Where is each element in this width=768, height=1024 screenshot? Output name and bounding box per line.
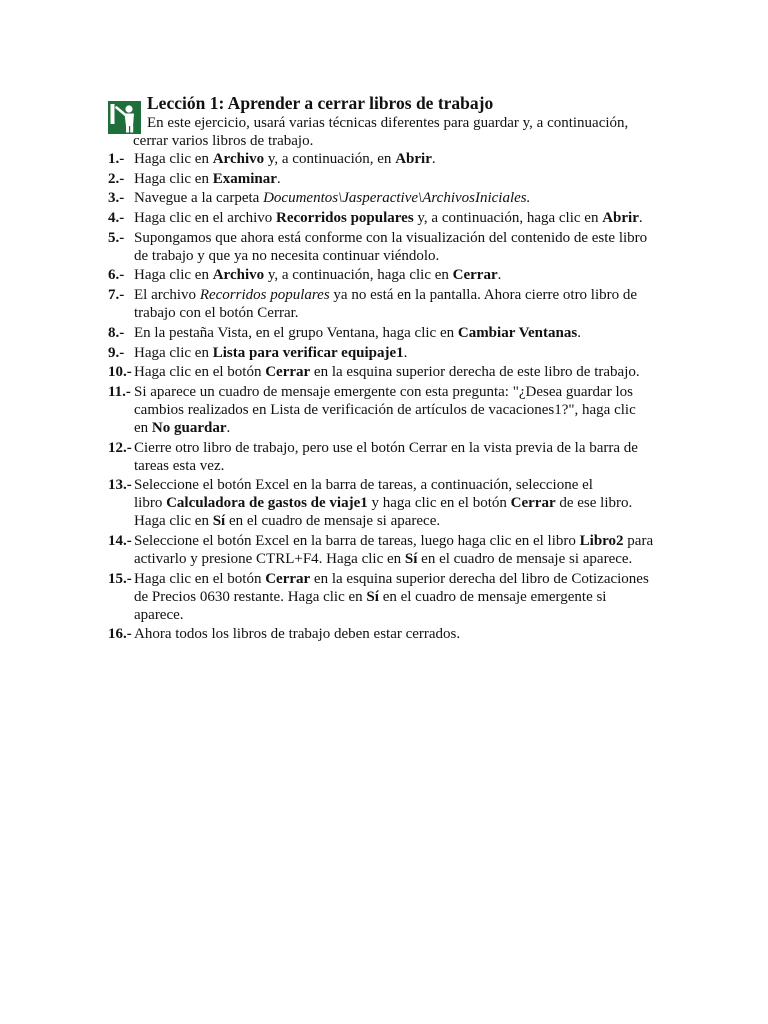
bold-term: Archivo <box>212 267 265 284</box>
bold-term: Sí <box>366 588 379 605</box>
step-text <box>134 363 640 381</box>
lesson-intro-line: En este ejercicio, usará varias técnicas diferentes para guardar y, a continuación, <box>147 115 629 131</box>
text-run: En la pestaña Vista, en el grupo Ventana, haga clic en <box>134 324 458 341</box>
step-item <box>108 170 653 188</box>
step-text <box>134 209 643 227</box>
text-run: y, a continuación, haga clic en <box>413 210 603 227</box>
text-run: cambios realizados en Lista de verificación de artículos de vacaciones1?", haga clic <box>134 401 636 418</box>
step-number: 14.- <box>108 532 132 549</box>
step-text <box>134 170 281 188</box>
step-number: 4.- <box>108 210 125 227</box>
step-line <box>134 588 649 606</box>
text-run: en el cuadro de mensaje si aparece. <box>225 513 441 530</box>
step-item <box>108 189 653 207</box>
step-line <box>134 170 281 188</box>
text-run: de ese libro. <box>555 495 633 512</box>
step-item <box>108 324 653 342</box>
step-line <box>134 494 632 512</box>
bold-term: Sí <box>404 550 418 567</box>
bold-term: Examinar <box>212 170 277 187</box>
text-run: tareas esta vez. <box>134 457 225 474</box>
bold-term: Libro2 <box>579 532 624 549</box>
step-item <box>108 383 653 437</box>
text-run: Supongamos que ahora está conforme con la visualización del contenido de este libro <box>134 229 648 246</box>
text-run: Si aparece un cuadro de mensaje emergente con esta pregunta: "¿Desea guardar los <box>134 383 633 400</box>
step-line <box>134 419 636 437</box>
text-run: Cierre otro libro de trabajo, pero use el botón Cerrar en la vista previa de la barra de <box>134 439 638 456</box>
step-number: 7.- <box>108 287 125 304</box>
text-run: . <box>497 267 502 284</box>
step-number: 5.- <box>108 229 125 246</box>
lesson-icon <box>108 101 141 134</box>
bold-term: Recorridos populares <box>276 210 414 227</box>
text-run: . <box>577 324 581 341</box>
text-run: Haga clic en el archivo <box>134 210 277 227</box>
text-run: libro <box>134 495 167 512</box>
step-line <box>134 324 581 342</box>
step-text <box>134 150 436 168</box>
step-line <box>134 344 407 362</box>
text-run: Seleccione el botón Excel en la barra de tareas, a continuación, seleccione el <box>134 477 593 494</box>
step-item <box>108 625 653 643</box>
text-run: en la esquina superior derecha del libro de Cotizaciones <box>310 570 649 587</box>
step-item <box>108 532 653 568</box>
step-number: 1.- <box>108 151 125 167</box>
text-run: de trabajo y que ya no necesita continuar viéndolo. <box>134 247 440 264</box>
step-number: 11.- <box>108 383 131 400</box>
bold-term: Abrir <box>395 151 432 167</box>
step-line <box>134 570 649 588</box>
text-run: en el cuadro de mensaje emergente si <box>378 588 607 605</box>
step-line <box>134 247 647 265</box>
text-run: activarlo y presione CTRL+F4. Haga clic en <box>134 550 405 567</box>
step-line <box>134 229 647 247</box>
step-line <box>134 512 632 530</box>
step-number: 15.- <box>108 570 132 587</box>
text-run: de Precios 0630 restante. Haga clic en <box>134 588 367 605</box>
step-text <box>134 344 407 362</box>
text-run: aparece. <box>134 606 184 623</box>
step-text <box>134 532 653 568</box>
bold-term: Cerrar <box>265 364 311 381</box>
step-number: 2.- <box>108 170 125 187</box>
step-line <box>134 625 460 643</box>
text-run: . <box>226 419 231 436</box>
text-run: y, a continuación, en <box>264 151 396 167</box>
step-line <box>134 150 436 168</box>
text-run: Haga clic en <box>134 513 213 530</box>
text-run: El archivo <box>134 287 200 304</box>
step-item <box>108 439 653 475</box>
text-run: en la esquina superior derecha de este libro de trabajo. <box>310 364 640 381</box>
step-text <box>134 570 649 624</box>
bold-term: No guardar <box>151 419 227 436</box>
text-run: . <box>431 151 436 167</box>
text-run: para <box>623 532 654 549</box>
step-text <box>134 286 637 322</box>
text-run: y, a continuación, haga clic en <box>264 267 453 284</box>
step-text <box>134 266 501 284</box>
step-number: 9.- <box>108 344 125 361</box>
step-text <box>134 476 632 530</box>
text-run: Ahora todos los libros de trabajo deben estar cerrados. <box>134 626 461 643</box>
step-number: 13.- <box>108 477 132 494</box>
bold-term: Cerrar <box>265 570 311 587</box>
step-line <box>134 439 638 457</box>
text-run: en el cuadro de mensaje si aparece. <box>417 550 633 567</box>
step-line <box>134 550 653 568</box>
step-line <box>134 286 637 304</box>
step-line <box>134 383 636 401</box>
text-run: Haga clic en <box>134 267 213 284</box>
bold-term: Archivo <box>212 151 265 167</box>
steps-list <box>108 150 653 645</box>
lesson-intro-line: cerrar varios libros de trabajo. <box>133 133 314 149</box>
text-run: y haga clic en el botón <box>367 495 511 512</box>
step-text <box>134 324 581 342</box>
step-line <box>134 363 640 381</box>
text-run: . <box>276 170 281 187</box>
bold-term: Calculadora de gastos de viaje1 <box>166 495 368 512</box>
step-item <box>108 286 653 322</box>
text-run: en <box>134 419 152 436</box>
step-line <box>134 401 636 419</box>
text-run: Haga clic en <box>134 344 213 361</box>
step-text <box>134 439 638 475</box>
text-run: . <box>403 344 408 361</box>
bold-term: Cerrar <box>452 267 498 284</box>
step-line <box>134 532 653 550</box>
step-number: 10.- <box>108 364 132 381</box>
step-line <box>134 457 638 475</box>
step-line <box>134 189 530 207</box>
step-number: 8.- <box>108 324 125 341</box>
bold-term: Sí <box>212 513 226 530</box>
step-line <box>134 209 643 227</box>
step-text <box>134 189 530 207</box>
text-run: Navegue a la carpeta <box>134 190 264 207</box>
text-run: Haga clic en el botón <box>134 570 266 587</box>
bold-term: Lista para verificar equipaje1 <box>212 344 404 361</box>
step-text <box>134 383 636 437</box>
step-item <box>108 209 653 227</box>
step-item <box>108 570 653 624</box>
step-item <box>108 363 653 381</box>
bold-term: Cerrar <box>510 495 556 512</box>
text-run: Haga clic en <box>134 151 213 167</box>
step-text <box>134 229 647 265</box>
step-number: 12.- <box>108 439 132 456</box>
step-number: 6.- <box>108 267 125 284</box>
text-run: . <box>638 210 643 227</box>
step-text <box>134 625 460 643</box>
step-item <box>108 344 653 362</box>
text-run: trabajo con el botón Cerrar. <box>134 305 299 322</box>
text-run: ya no está en la pantalla. Ahora cierre otro libro de <box>329 287 638 304</box>
italic-term: Documentos\Jasperactive\ArchivosIniciales. <box>263 190 531 207</box>
step-item <box>108 476 653 530</box>
text-run: Haga clic en <box>134 170 213 187</box>
step-item <box>108 150 653 168</box>
step-line <box>134 304 637 322</box>
lesson-title: Lección 1: Aprender a cerrar libros de trabajo <box>147 93 494 113</box>
italic-term: Recorridos populares <box>199 287 330 304</box>
step-line <box>134 476 632 494</box>
step-number: 3.- <box>108 190 125 207</box>
step-item <box>108 266 653 284</box>
bold-term: Abrir <box>602 210 639 227</box>
text-run: Seleccione el botón Excel en la barra de tareas, luego haga clic en el libro <box>134 532 580 549</box>
step-item <box>108 229 653 265</box>
step-line <box>134 266 501 284</box>
bold-term: Cambiar Ventanas <box>457 324 578 341</box>
step-number: 16.- <box>108 626 132 643</box>
text-run: Haga clic en el botón <box>134 364 266 381</box>
step-line <box>134 606 649 624</box>
